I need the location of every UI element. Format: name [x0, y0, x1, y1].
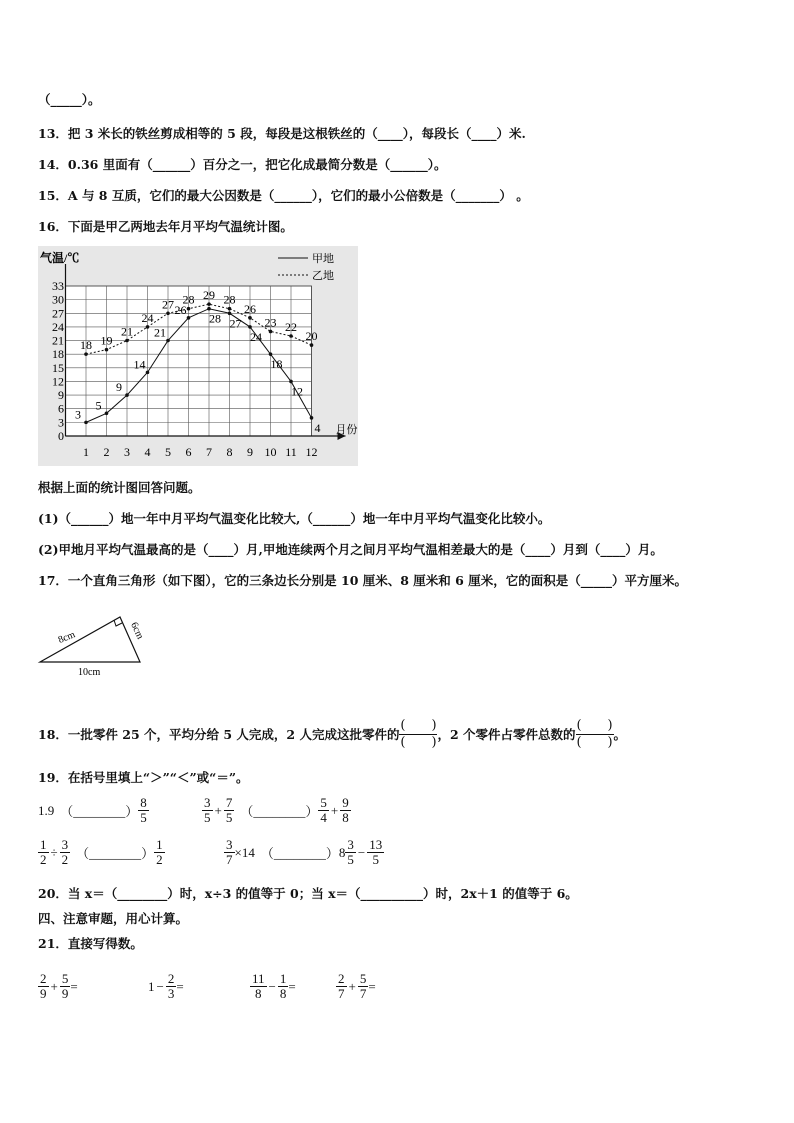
data-label-yi-7: 29 [203, 288, 215, 303]
q19-a-blank[interactable]: （________） [60, 804, 139, 819]
question-21: 21．直接写得数。 [38, 936, 143, 951]
question-16-2: (2)甲地月平均气温最高的是（____）月,甲地连续两个月之间月平均气温相差最大的是（____）月到（____）月。 [38, 542, 663, 557]
data-label-jia-1: 3 [75, 407, 81, 422]
legend-label-yi: 乙地 [312, 270, 334, 282]
data-label-yi-9: 26 [244, 301, 256, 316]
x-tick-label-7: 7 [206, 445, 212, 459]
y-tick-label-33: 33 [52, 279, 64, 293]
x-tick-label-4: 4 [144, 445, 151, 459]
y-axis-label: 气温/℃ [40, 251, 80, 265]
data-label-yi-1: 18 [80, 338, 92, 353]
point-yi-1 [84, 352, 88, 356]
y-tick-label-9: 9 [58, 388, 64, 403]
y-tick-label-18: 18 [52, 347, 64, 362]
q18-blank-fraction-1[interactable]: ( ) ( ) [400, 718, 437, 750]
data-label-jia-5: 21 [154, 325, 166, 340]
point-jia-1 [84, 421, 88, 425]
data-label-yi-2: 19 [100, 333, 113, 348]
data-label-jia-9: 24 [250, 329, 262, 344]
side-label-6cm: 6cm [128, 620, 146, 641]
section-4-heading: 四、注意审题，用心计算。 [38, 911, 189, 926]
point-yi-3 [125, 339, 129, 343]
question-15: 15．A 与 8 互质，它们的最大公因数是（______），它们的最小公倍数是（_______） 。 [38, 188, 529, 203]
q19-a-fraction: $\frac{8}{5}$ [140, 795, 147, 825]
question-19: 19．在括号里填上“＞”“＜”或“＝”。 [38, 770, 249, 785]
data-label-jia-6: 26 [174, 302, 187, 317]
y-tick-label-3: 3 [58, 415, 64, 430]
point-jia-5 [166, 339, 170, 343]
x-tick-label-2: 2 [103, 445, 110, 459]
q21-expr-3: $\frac{11}{8}$ − $\frac{1}{8}$ = [252, 971, 296, 1001]
x-tick-label-9: 9 [247, 445, 253, 459]
question-16-intro: 根据上面的统计图回答问题。 [38, 480, 201, 495]
point-jia-12 [310, 416, 314, 420]
data-label-yi-10: 23 [264, 315, 277, 330]
question-16-1: (1)（______）地一年中月平均气温变化比较大,（______）地一年中月平均气温变化比较小。 [38, 511, 551, 526]
x-tick-label-12: 12 [305, 445, 318, 459]
x-tick-label-10: 10 [264, 445, 277, 459]
point-yi-9 [248, 316, 252, 320]
point-yi-5 [166, 311, 170, 315]
q19-b-blank[interactable]: （________） [240, 804, 319, 819]
question-14: 14．0.36 里面有（______）百分之一，把它化成最简分数是（______）。 [38, 157, 447, 172]
question-16: 16．下面是甲乙两地去年月平均气温统计图。 [38, 219, 293, 234]
point-jia-6 [187, 316, 191, 320]
point-yi-8 [228, 307, 232, 311]
point-jia-2 [105, 411, 109, 415]
legend-label-jia: 甲地 [312, 253, 334, 265]
x-tick-label-11: 11 [285, 445, 297, 459]
data-label-yi-5: 27 [162, 297, 174, 312]
x-tick-label-6: 6 [185, 445, 192, 459]
data-label-jia-8: 27 [229, 316, 242, 331]
question-20: 20．当 x＝（________）时，x÷3 的值等于 0；当 x＝（__________）时，2x＋1 的值等于 6。 [38, 886, 578, 901]
y-tick-label-27: 27 [52, 306, 64, 321]
x-tick-label-1: 1 [83, 445, 89, 459]
y-tick-label-24: 24 [52, 319, 64, 334]
point-yi-12 [310, 343, 314, 347]
x-tick-label-5: 5 [165, 445, 171, 459]
q19-item-a: 1.9 （________） $\frac{8}{5}$ [38, 795, 147, 825]
x-axis-label: 月份 [335, 424, 358, 436]
data-label-yi-8: 28 [223, 292, 236, 307]
point-yi-7 [207, 302, 211, 306]
x-tick-label-8: 8 [226, 445, 233, 459]
point-yi-10 [269, 330, 273, 334]
q21-expr-2: 1 − $\frac{2}{3}$ = [148, 971, 184, 1001]
data-label-jia-12: 4 [314, 420, 321, 435]
question-13: 13．把 3 米长的铁丝剪成相等的 5 段，每段是这根铁丝的（____），每段长（____）米. [38, 126, 526, 141]
point-jia-11 [289, 380, 293, 384]
question-17: 17．一个直角三角形（如下图），它的三条边长分别是 10 厘米、8 厘米和 6 厘米，它的面积是（_____）平方厘米。 [38, 573, 687, 588]
data-label-yi-6: 28 [182, 292, 195, 307]
point-jia-7 [207, 307, 211, 311]
data-label-yi-11: 22 [285, 320, 297, 334]
q12-tail: （_____）。 [38, 92, 101, 107]
right-angle-mark [114, 620, 122, 626]
point-jia-8 [228, 311, 232, 315]
point-jia-4 [146, 371, 150, 375]
q19-d-blank[interactable]: （________） [260, 846, 339, 861]
point-yi-2 [105, 348, 109, 352]
q19-item-c: $\frac{1}{2}$ ÷ $\frac{3}{2}$ （________） $\frac{1}{2}$ [40, 837, 163, 867]
q18-blank-fraction-2[interactable]: ( ) ( ) [576, 718, 613, 750]
q19-item-d: $\frac{3}{7}$ ×14 （________） 8 $\frac{3}{5}$ − $\frac{13}{5}$ [226, 837, 383, 867]
q18-text-a: 18．一批零件 25 个，平均分给 5 人完成，2 人完成这批零件的 [38, 726, 400, 742]
q18-text-c: 。 [613, 726, 627, 742]
data-label-yi-4: 24 [141, 310, 154, 325]
data-label-jia-4: 14 [133, 357, 146, 372]
data-label-yi-3: 21 [121, 324, 133, 339]
q21-expr-4: $\frac{2}{7}$ + $\frac{5}{7}$ = [338, 971, 376, 1001]
side-label-10cm: 10cm [78, 667, 101, 678]
y-tick-label-30: 30 [52, 292, 64, 307]
y-tick-label-12: 12 [52, 374, 64, 389]
data-label-jia-10: 18 [270, 357, 283, 372]
right-triangle-figure [36, 612, 156, 678]
q21-expr-1: $\frac{2}{9}$ + $\frac{5}{9}$ = [40, 971, 78, 1001]
y-tick-label-21: 21 [52, 333, 64, 348]
question-18 [38, 718, 626, 751]
temperature-line-chart [38, 246, 358, 466]
triangle-shape [40, 617, 140, 662]
point-yi-4 [146, 325, 150, 329]
q19-c-blank[interactable]: （________） [76, 846, 155, 861]
point-yi-11 [289, 334, 293, 338]
point-jia-9 [248, 325, 252, 329]
y-tick-label-0: 0 [58, 429, 64, 443]
data-label-jia-2: 5 [95, 398, 102, 413]
x-tick-label-3: 3 [124, 445, 130, 459]
data-label-jia-11: 12 [291, 384, 303, 399]
data-label-yi-12: 20 [305, 329, 318, 344]
q18-text-b: ，2 个零件占零件总数的 [437, 726, 576, 742]
y-tick-label-6: 6 [58, 401, 64, 416]
data-label-jia-3: 9 [116, 380, 122, 395]
point-yi-6 [187, 307, 191, 311]
q19-item-b: $\frac{3}{5}$ + $\frac{7}{5}$ （________） $\frac{5}{4}$ + $\frac{9}{8}$ [204, 795, 349, 825]
data-label-jia-7: 28 [209, 311, 221, 326]
temperature-chart [38, 246, 358, 466]
point-jia-3 [125, 393, 129, 397]
y-tick-label-15: 15 [52, 360, 64, 375]
point-jia-10 [269, 352, 273, 356]
side-label-8cm: 8cm [56, 629, 77, 646]
